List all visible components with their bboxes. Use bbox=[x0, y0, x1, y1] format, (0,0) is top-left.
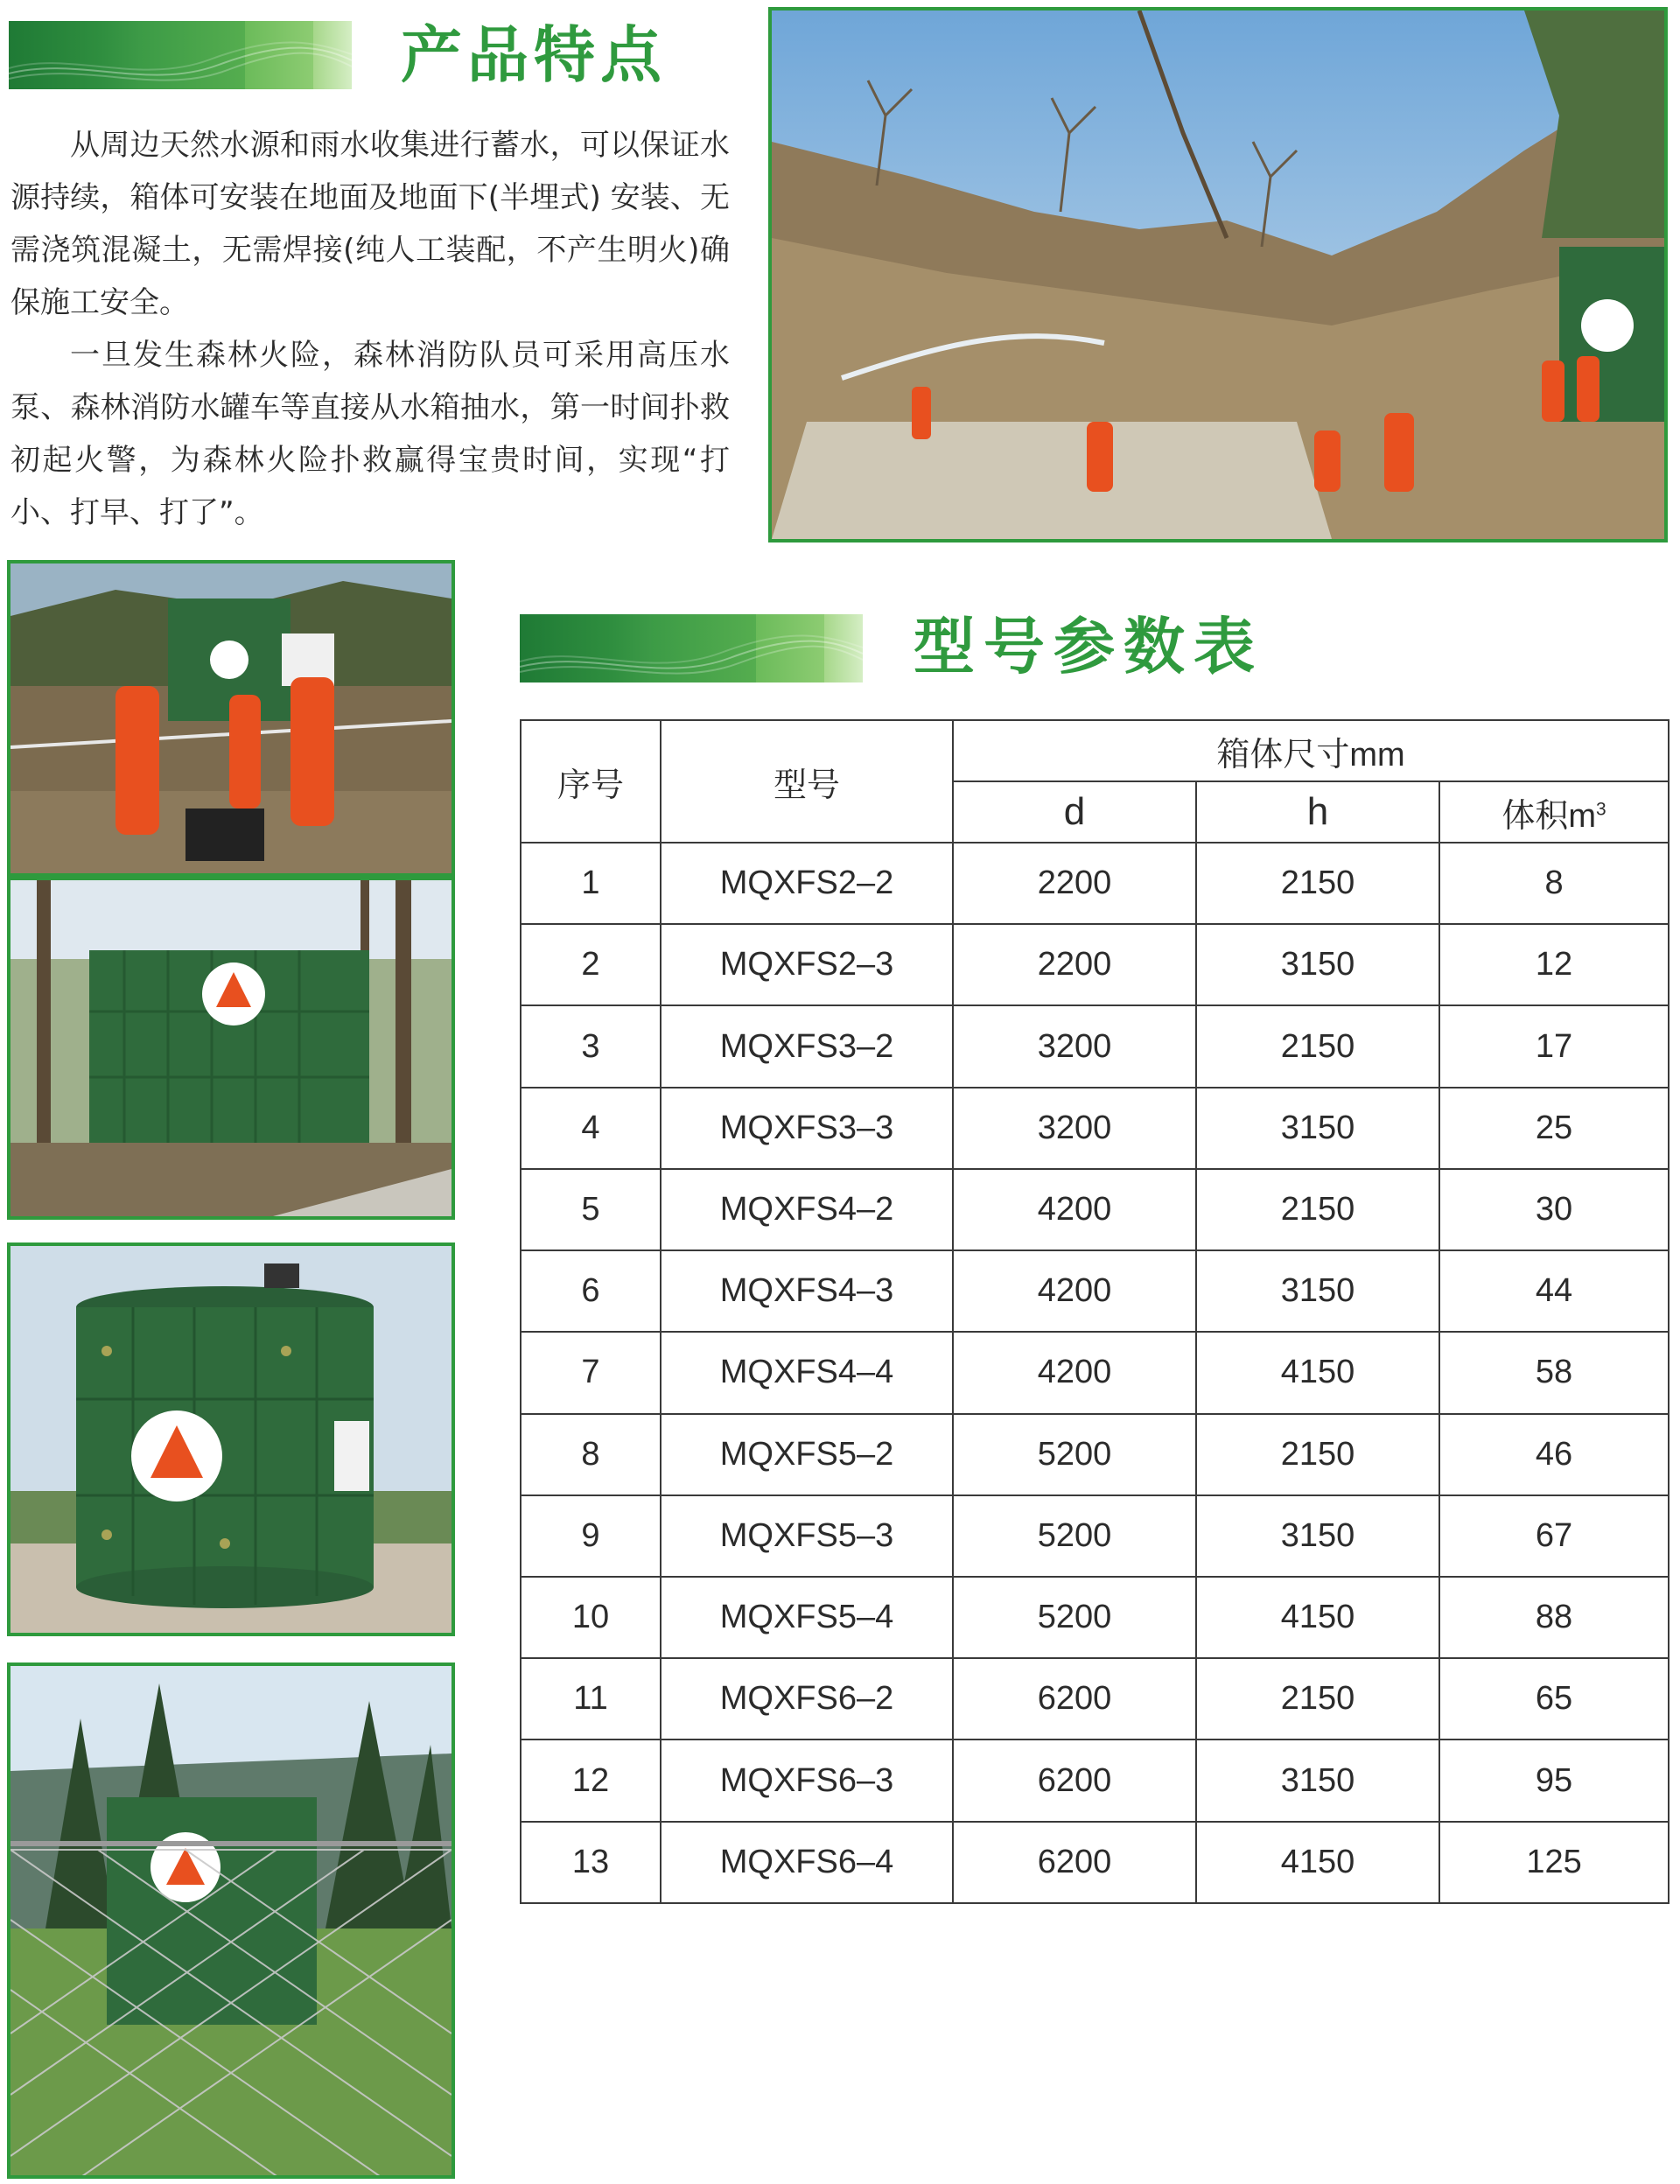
cell-index: 5 bbox=[521, 1169, 661, 1250]
cell-index: 1 bbox=[521, 843, 661, 924]
table-row bbox=[521, 1658, 1669, 1740]
cell-volume: 46 bbox=[1439, 1414, 1669, 1495]
cell-index: 7 bbox=[521, 1332, 661, 1413]
cell-volume: 30 bbox=[1439, 1169, 1669, 1250]
spec-title: 型号参数表 bbox=[914, 610, 1264, 682]
cell-index: 11 bbox=[521, 1658, 661, 1740]
cell-d: 5200 bbox=[953, 1495, 1196, 1577]
cell-index: 10 bbox=[521, 1577, 661, 1658]
cell-h: 3150 bbox=[1196, 1250, 1439, 1332]
cell-volume: 67 bbox=[1439, 1495, 1669, 1577]
cell-d: 6200 bbox=[953, 1740, 1196, 1821]
cell-index: 9 bbox=[521, 1495, 661, 1577]
cell-h: 3150 bbox=[1196, 1740, 1439, 1821]
cell-volume: 8 bbox=[1439, 843, 1669, 924]
cell-index: 13 bbox=[521, 1822, 661, 1903]
cell-h: 4150 bbox=[1196, 1822, 1439, 1903]
cell-h: 2150 bbox=[1196, 1169, 1439, 1250]
cell-d: 5200 bbox=[953, 1414, 1196, 1495]
cell-model: MQXFS3–3 bbox=[661, 1088, 953, 1169]
features-title: 产品特点 bbox=[401, 18, 667, 91]
cell-model: MQXFS2–3 bbox=[661, 924, 953, 1005]
spec-banner bbox=[520, 614, 863, 682]
photo-fenced-tank bbox=[7, 1662, 455, 2179]
cell-d: 3200 bbox=[953, 1005, 1196, 1087]
cell-volume: 65 bbox=[1439, 1658, 1669, 1740]
cell-d: 4200 bbox=[953, 1169, 1196, 1250]
table-row bbox=[521, 924, 1669, 1005]
cell-model: MQXFS2–2 bbox=[661, 843, 953, 924]
cell-h: 4150 bbox=[1196, 1577, 1439, 1658]
cell-h: 2150 bbox=[1196, 1414, 1439, 1495]
features-text bbox=[10, 119, 730, 539]
header-index: 序号 bbox=[521, 720, 661, 843]
cell-model: MQXFS4–4 bbox=[661, 1332, 953, 1413]
cell-volume: 25 bbox=[1439, 1088, 1669, 1169]
table-row bbox=[521, 1088, 1669, 1169]
cell-h: 4150 bbox=[1196, 1332, 1439, 1413]
cell-d: 6200 bbox=[953, 1658, 1196, 1740]
cell-volume: 88 bbox=[1439, 1577, 1669, 1658]
cell-h: 3150 bbox=[1196, 1088, 1439, 1169]
cell-d: 2200 bbox=[953, 843, 1196, 924]
table-row bbox=[521, 1740, 1669, 1821]
cell-h: 2150 bbox=[1196, 1658, 1439, 1740]
cell-d: 5200 bbox=[953, 1577, 1196, 1658]
header-volume bbox=[1439, 781, 1669, 843]
features-paragraph-2: 一旦发生森林火险，森林消防队员可采用高压水泵、森林消防水罐车等直接从水箱抽水，第一时间扑救初起火警，为森林火险扑救赢得宝贵时间，实现“打小、打早、打了”。 bbox=[10, 338, 730, 530]
cell-volume: 12 bbox=[1439, 924, 1669, 1005]
table-row bbox=[521, 1250, 1669, 1332]
features-banner bbox=[9, 21, 352, 89]
cell-model: MQXFS4–3 bbox=[661, 1250, 953, 1332]
header-h: h bbox=[1196, 781, 1439, 843]
cell-h: 3150 bbox=[1196, 924, 1439, 1005]
table-row bbox=[521, 1414, 1669, 1495]
table-row bbox=[521, 1332, 1669, 1413]
cell-index: 4 bbox=[521, 1088, 661, 1169]
table-row bbox=[521, 1577, 1669, 1658]
cell-d: 4200 bbox=[953, 1250, 1196, 1332]
header-volume-label: 体积m bbox=[1502, 797, 1597, 835]
cell-index: 8 bbox=[521, 1414, 661, 1495]
cell-h: 3150 bbox=[1196, 1495, 1439, 1577]
photo-tank-on-hilltop bbox=[7, 1242, 455, 1636]
header-model: 型号 bbox=[661, 720, 953, 843]
features-paragraph-1: 从周边天然水源和雨水收集进行蓄水，可以保证水源持续，箱体可安装在地面及地面下(半埋式) 安装、无需浇筑混凝土，无需焊接(纯人工装配，不产生明火)确保施工安全。 bbox=[10, 128, 730, 320]
cell-volume: 95 bbox=[1439, 1740, 1669, 1821]
cell-model: MQXFS6–2 bbox=[661, 1658, 953, 1740]
table-row bbox=[521, 1822, 1669, 1903]
cell-volume: 58 bbox=[1439, 1332, 1669, 1413]
cell-index: 12 bbox=[521, 1740, 661, 1821]
table-row bbox=[521, 1005, 1669, 1087]
cell-h: 2150 bbox=[1196, 843, 1439, 924]
photo-team-at-tank bbox=[7, 560, 455, 877]
cell-index: 2 bbox=[521, 924, 661, 1005]
cell-model: MQXFS6–4 bbox=[661, 1822, 953, 1903]
cell-h: 2150 bbox=[1196, 1005, 1439, 1087]
cell-d: 3200 bbox=[953, 1088, 1196, 1169]
table-row bbox=[521, 1495, 1669, 1577]
cell-model: MQXFS5–3 bbox=[661, 1495, 953, 1577]
header-volume-sup: 3 bbox=[1596, 798, 1606, 819]
cell-d: 4200 bbox=[953, 1332, 1196, 1413]
cell-d: 6200 bbox=[953, 1822, 1196, 1903]
cell-model: MQXFS5–4 bbox=[661, 1577, 953, 1658]
header-size-group: 箱体尺寸mm bbox=[953, 720, 1669, 781]
cell-volume: 44 bbox=[1439, 1250, 1669, 1332]
cell-model: MQXFS3–2 bbox=[661, 1005, 953, 1087]
cell-model: MQXFS4–2 bbox=[661, 1169, 953, 1250]
spec-table-body bbox=[521, 843, 1669, 1903]
spec-table bbox=[520, 719, 1670, 1904]
table-row bbox=[521, 843, 1669, 924]
cell-volume: 125 bbox=[1439, 1822, 1669, 1903]
cell-d: 2200 bbox=[953, 924, 1196, 1005]
cell-model: MQXFS5–2 bbox=[661, 1414, 953, 1495]
header-d: d bbox=[953, 781, 1196, 843]
cell-index: 3 bbox=[521, 1005, 661, 1087]
photo-valley-firefighting bbox=[768, 7, 1668, 542]
table-row bbox=[521, 1169, 1669, 1250]
photo-tank-in-forest bbox=[7, 877, 455, 1220]
cell-model: MQXFS6–3 bbox=[661, 1740, 953, 1821]
cell-index: 6 bbox=[521, 1250, 661, 1332]
cell-volume: 17 bbox=[1439, 1005, 1669, 1087]
